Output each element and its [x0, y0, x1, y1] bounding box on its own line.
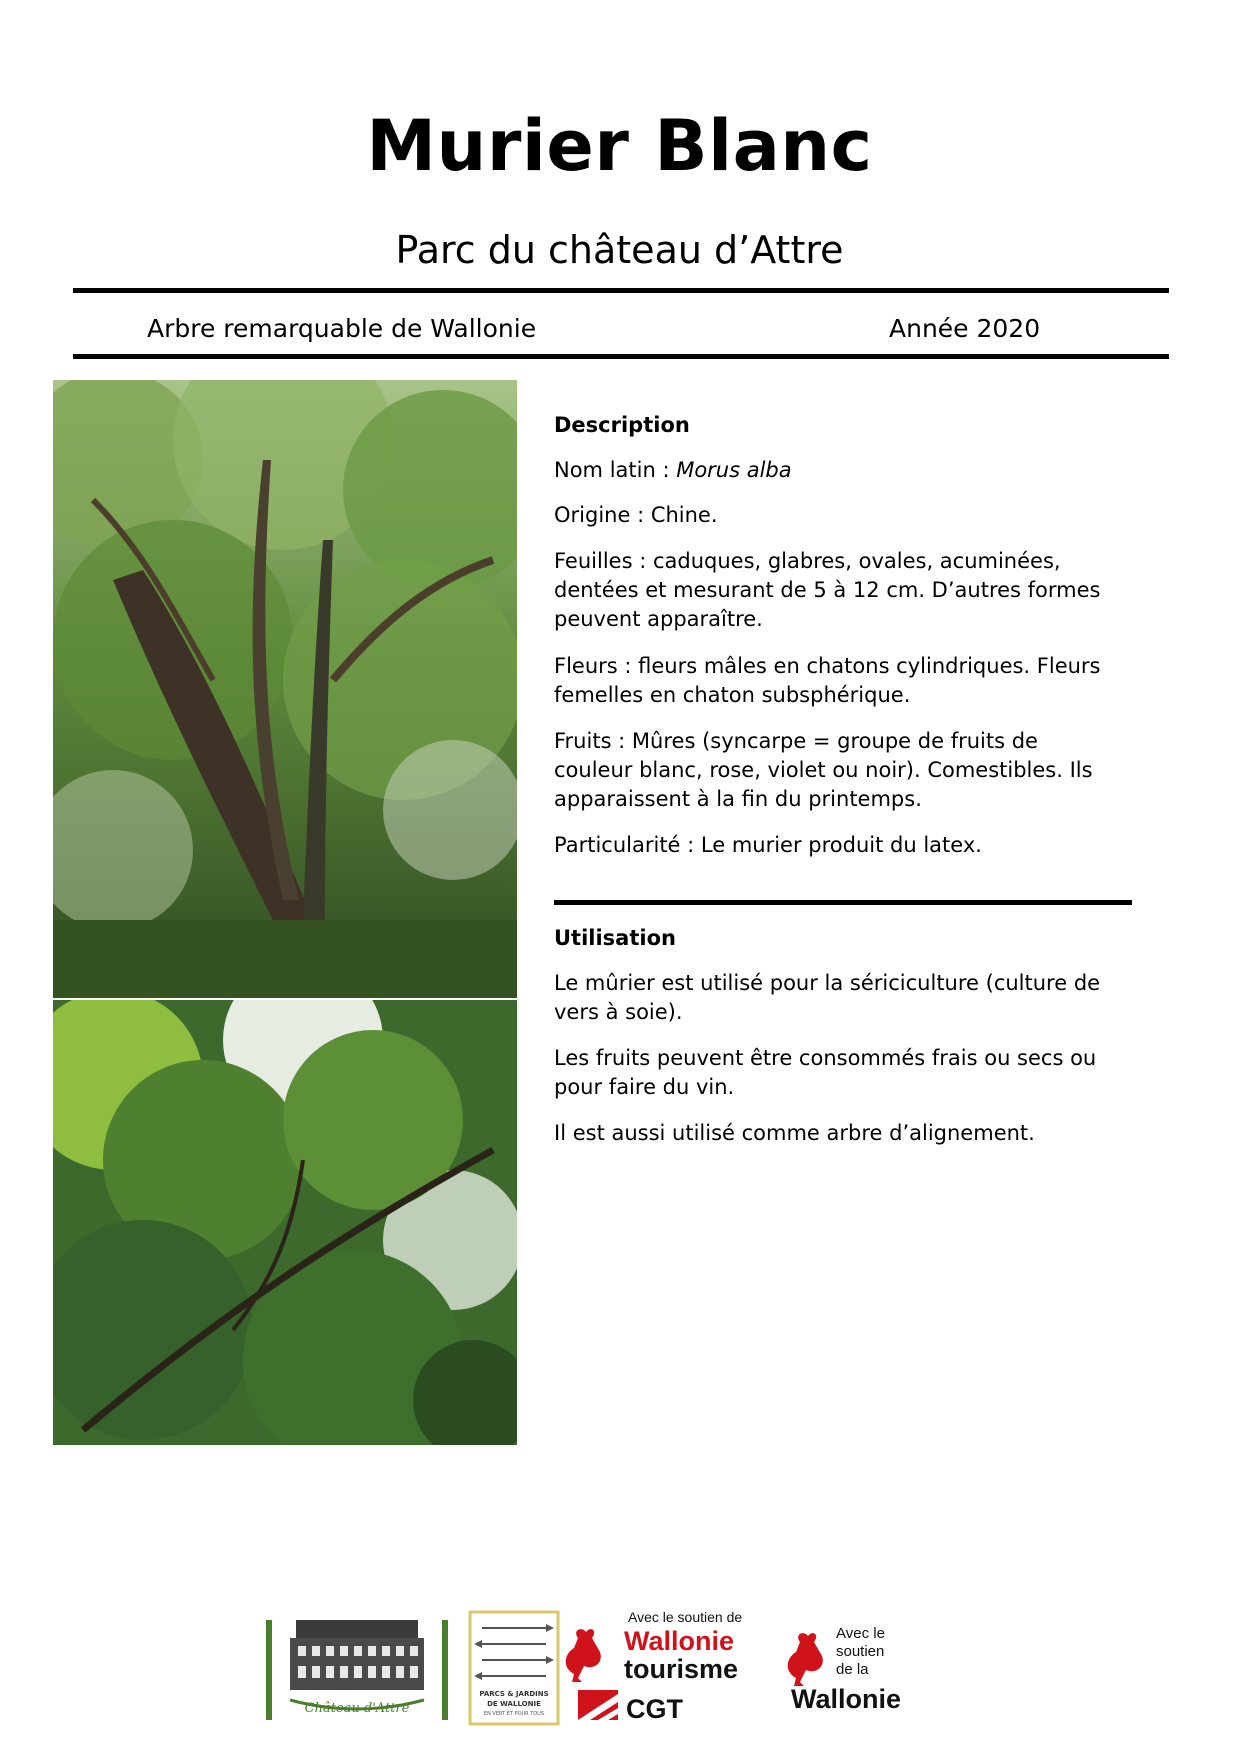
parcs-line-2: DE WALLONIE	[487, 1700, 541, 1708]
fruits-text: Fruits : Mûres (syncarpe = groupe de fruits de couleur blanc, rose, violet ou noir). Comestibles. Ils apparaissent à la fin du printemps.	[554, 729, 1093, 811]
section-divider	[554, 900, 1132, 905]
rooster-icon	[788, 1633, 823, 1686]
sponsor-logos	[260, 1608, 960, 1728]
tree-photo-canopy	[53, 1000, 517, 1445]
latin-name-label: Nom latin :	[554, 458, 677, 482]
tourisme-cgt-text: CGT	[626, 1694, 683, 1724]
wallonie-support-line-3: de la	[836, 1661, 869, 1678]
tree-status-label: Arbre remarquable de Wallonie	[147, 314, 537, 343]
year-label: Année 2020	[889, 314, 1041, 343]
tree-photo-trunk	[53, 380, 517, 998]
usage-heading: Utilisation	[554, 926, 676, 950]
tourisme-word-text: tourisme	[624, 1654, 739, 1684]
chateau-attre-logo	[266, 1620, 448, 1720]
page-title: Murier Blanc	[366, 105, 873, 187]
particularity-text: Particularité : Le murier produit du latex.	[554, 833, 982, 857]
cgt-mark-icon	[578, 1690, 618, 1720]
origin-text: Origine : Chine.	[554, 503, 718, 527]
wallonie-support-line-1: Avec le	[836, 1625, 885, 1642]
rooster-icon	[566, 1629, 601, 1682]
tourisme-wallonie-text: Wallonie	[624, 1626, 735, 1656]
tourisme-support-text: Avec le soutien de	[628, 1609, 743, 1625]
usage-paragraph-1: Le mûrier est utilisé pour la sériciculture (culture de vers à soie).	[554, 971, 1101, 1024]
latin-name-line	[554, 456, 1114, 485]
top-divider	[73, 288, 1169, 293]
usage-paragraph-3: Il est aussi utilisé comme arbre d’alignement.	[554, 1121, 1035, 1145]
description-heading: Description	[554, 413, 690, 437]
page-subtitle: Parc du château d’Attre	[395, 228, 844, 272]
chateau-logo-text: Château d'Attre	[304, 1701, 410, 1716]
wallonie-support-line-2: soutien	[836, 1643, 885, 1660]
parcs-line-1: PARCS & JARDINS	[479, 1690, 549, 1698]
latin-name-value: Morus alba	[676, 458, 792, 482]
leaves-text: Feuilles : caduques, glabres, ovales, acuminées, dentées et mesurant de 5 à 12 cm. D’autres formes peuvent apparaître.	[554, 549, 1101, 631]
wallonie-support-logo	[788, 1625, 901, 1714]
usage-paragraph-2: Les fruits peuvent être consommés frais ou secs ou pour faire du vin.	[554, 1046, 1097, 1099]
wallonie-name-text: Wallonie	[791, 1684, 902, 1714]
parcs-jardins-logo	[470, 1612, 558, 1724]
header-divider	[73, 354, 1169, 359]
parcs-line-3: EN VERT ET POUR TOUS	[483, 1711, 545, 1717]
wallonie-tourisme-logo	[566, 1609, 743, 1724]
flowers-text: Fleurs : fleurs mâles en chatons cylindriques. Fleurs femelles en chaton subsphérique.	[554, 654, 1101, 707]
